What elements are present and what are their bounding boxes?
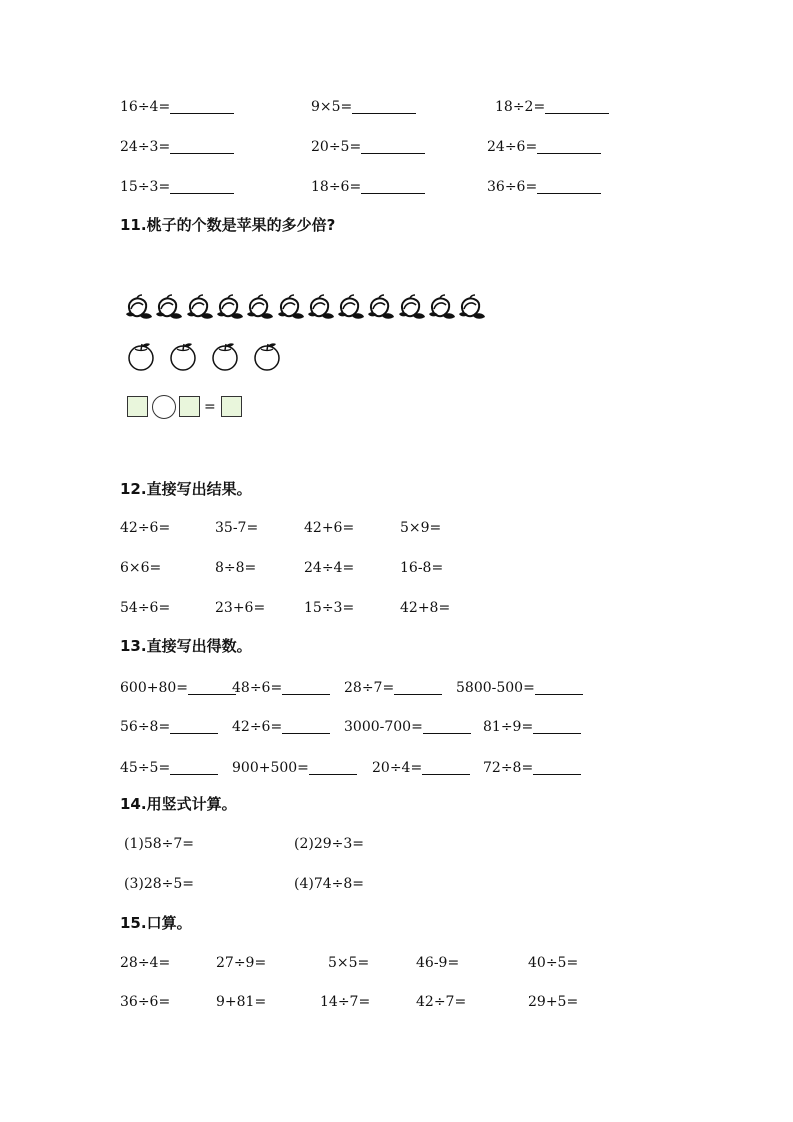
peach-icon bbox=[216, 294, 244, 320]
exercise-item: 5×9= bbox=[400, 520, 442, 536]
peach-icon bbox=[125, 294, 153, 320]
exercise-item: 5×5= bbox=[328, 955, 370, 971]
answer-blank[interactable] bbox=[533, 760, 581, 775]
exercise-item: 45÷5= bbox=[120, 760, 218, 776]
answer-blank[interactable] bbox=[170, 760, 218, 775]
exercise-item: (3)28÷5= bbox=[124, 876, 195, 892]
exercise-item: 36÷6= bbox=[120, 994, 171, 1010]
question-12-title: 12.直接写出结果。 bbox=[120, 480, 252, 498]
peach-icon bbox=[428, 294, 456, 320]
exercise-item: 54÷6= bbox=[120, 600, 171, 616]
exercise-item: 23+6= bbox=[215, 600, 266, 616]
apple-icon bbox=[125, 341, 157, 371]
exercise-item: 15÷3= bbox=[120, 179, 234, 195]
exercise-item: (1)58÷7= bbox=[124, 836, 195, 852]
exercise-item: 5800-500= bbox=[456, 680, 583, 696]
exercise-item: 42÷7= bbox=[416, 994, 467, 1010]
exercise-item: 8÷8= bbox=[215, 560, 257, 576]
exercise-item: 42+6= bbox=[304, 520, 355, 536]
exercise-item: 24÷6= bbox=[487, 139, 601, 155]
exercise-item: 27÷9= bbox=[216, 955, 267, 971]
exercise-item: 42÷6= bbox=[120, 520, 171, 536]
exercise-item: 15÷3= bbox=[304, 600, 355, 616]
operator-circle[interactable] bbox=[152, 395, 176, 419]
answer-blank[interactable] bbox=[352, 99, 416, 114]
exercise-item: 46-9= bbox=[416, 955, 460, 971]
exercise-item: 40÷5= bbox=[528, 955, 579, 971]
answer-blank[interactable] bbox=[361, 139, 425, 154]
exercise-item: 28÷7= bbox=[344, 680, 442, 696]
exercise-item: 14÷7= bbox=[320, 994, 371, 1010]
answer-blank[interactable] bbox=[309, 760, 357, 775]
question-11-title: 11.桃子的个数是苹果的多少倍? bbox=[120, 216, 336, 234]
exercise-item: 900+500= bbox=[232, 760, 357, 776]
answer-box[interactable] bbox=[221, 396, 242, 417]
peach-icon bbox=[337, 294, 365, 320]
peach-icon bbox=[155, 294, 183, 320]
exercise-item: 9+81= bbox=[216, 994, 267, 1010]
answer-box[interactable] bbox=[179, 396, 200, 417]
exercise-item: 48÷6= bbox=[232, 680, 330, 696]
exercise-item: (2)29÷3= bbox=[294, 836, 365, 852]
exercise-item: 42+8= bbox=[400, 600, 451, 616]
exercise-item: 3000-700= bbox=[344, 719, 471, 735]
exercise-item: 28÷4= bbox=[120, 955, 171, 971]
apple-icon bbox=[251, 341, 283, 371]
answer-blank[interactable] bbox=[535, 680, 583, 695]
answer-blank[interactable] bbox=[394, 680, 442, 695]
peach-icon bbox=[277, 294, 305, 320]
exercise-item: 18÷6= bbox=[311, 179, 425, 195]
exercise-item: 600+80= bbox=[120, 680, 236, 696]
answer-blank[interactable] bbox=[545, 99, 609, 114]
peach-icon bbox=[458, 294, 486, 320]
exercise-item: 9×5= bbox=[311, 99, 416, 115]
exercise-item: 16÷4= bbox=[120, 99, 234, 115]
answer-blank[interactable] bbox=[537, 139, 601, 154]
exercise-item: 16-8= bbox=[400, 560, 444, 576]
exercise-item: 6×6= bbox=[120, 560, 162, 576]
exercise-item: 24÷3= bbox=[120, 139, 234, 155]
exercise-item: 18÷2= bbox=[495, 99, 609, 115]
exercise-item: 35-7= bbox=[215, 520, 259, 536]
exercise-item: 72÷8= bbox=[483, 760, 581, 776]
answer-blank[interactable] bbox=[422, 760, 470, 775]
apple-icon bbox=[167, 341, 199, 371]
answer-blank[interactable] bbox=[361, 179, 425, 194]
exercise-item: 56÷8= bbox=[120, 719, 218, 735]
peach-icon bbox=[186, 294, 214, 320]
answer-blank[interactable] bbox=[282, 719, 330, 734]
apple-icon bbox=[209, 341, 241, 371]
answer-blank[interactable] bbox=[537, 179, 601, 194]
answer-box[interactable] bbox=[127, 396, 148, 417]
answer-blank[interactable] bbox=[170, 719, 218, 734]
answer-blank[interactable] bbox=[282, 680, 330, 695]
answer-blank[interactable] bbox=[533, 719, 581, 734]
question-14-title: 14.用竖式计算。 bbox=[120, 795, 237, 813]
exercise-item: 20÷4= bbox=[372, 760, 470, 776]
peach-icon bbox=[367, 294, 395, 320]
exercise-item: 29+5= bbox=[528, 994, 579, 1010]
exercise-item: (4)74÷8= bbox=[294, 876, 365, 892]
answer-blank[interactable] bbox=[170, 139, 234, 154]
peach-icon bbox=[246, 294, 274, 320]
peach-icon bbox=[307, 294, 335, 320]
exercise-item: 42÷6= bbox=[232, 719, 330, 735]
peach-icon bbox=[398, 294, 426, 320]
exercise-item: 81÷9= bbox=[483, 719, 581, 735]
answer-blank[interactable] bbox=[188, 680, 236, 695]
exercise-item: 20÷5= bbox=[311, 139, 425, 155]
exercise-item: 36÷6= bbox=[487, 179, 601, 195]
answer-blank[interactable] bbox=[170, 99, 234, 114]
answer-blank[interactable] bbox=[423, 719, 471, 734]
equals-sign: = bbox=[204, 399, 216, 415]
question-15-title: 15.口算。 bbox=[120, 914, 192, 932]
answer-blank[interactable] bbox=[170, 179, 234, 194]
exercise-item: 24÷4= bbox=[304, 560, 355, 576]
question-13-title: 13.直接写出得数。 bbox=[120, 637, 252, 655]
